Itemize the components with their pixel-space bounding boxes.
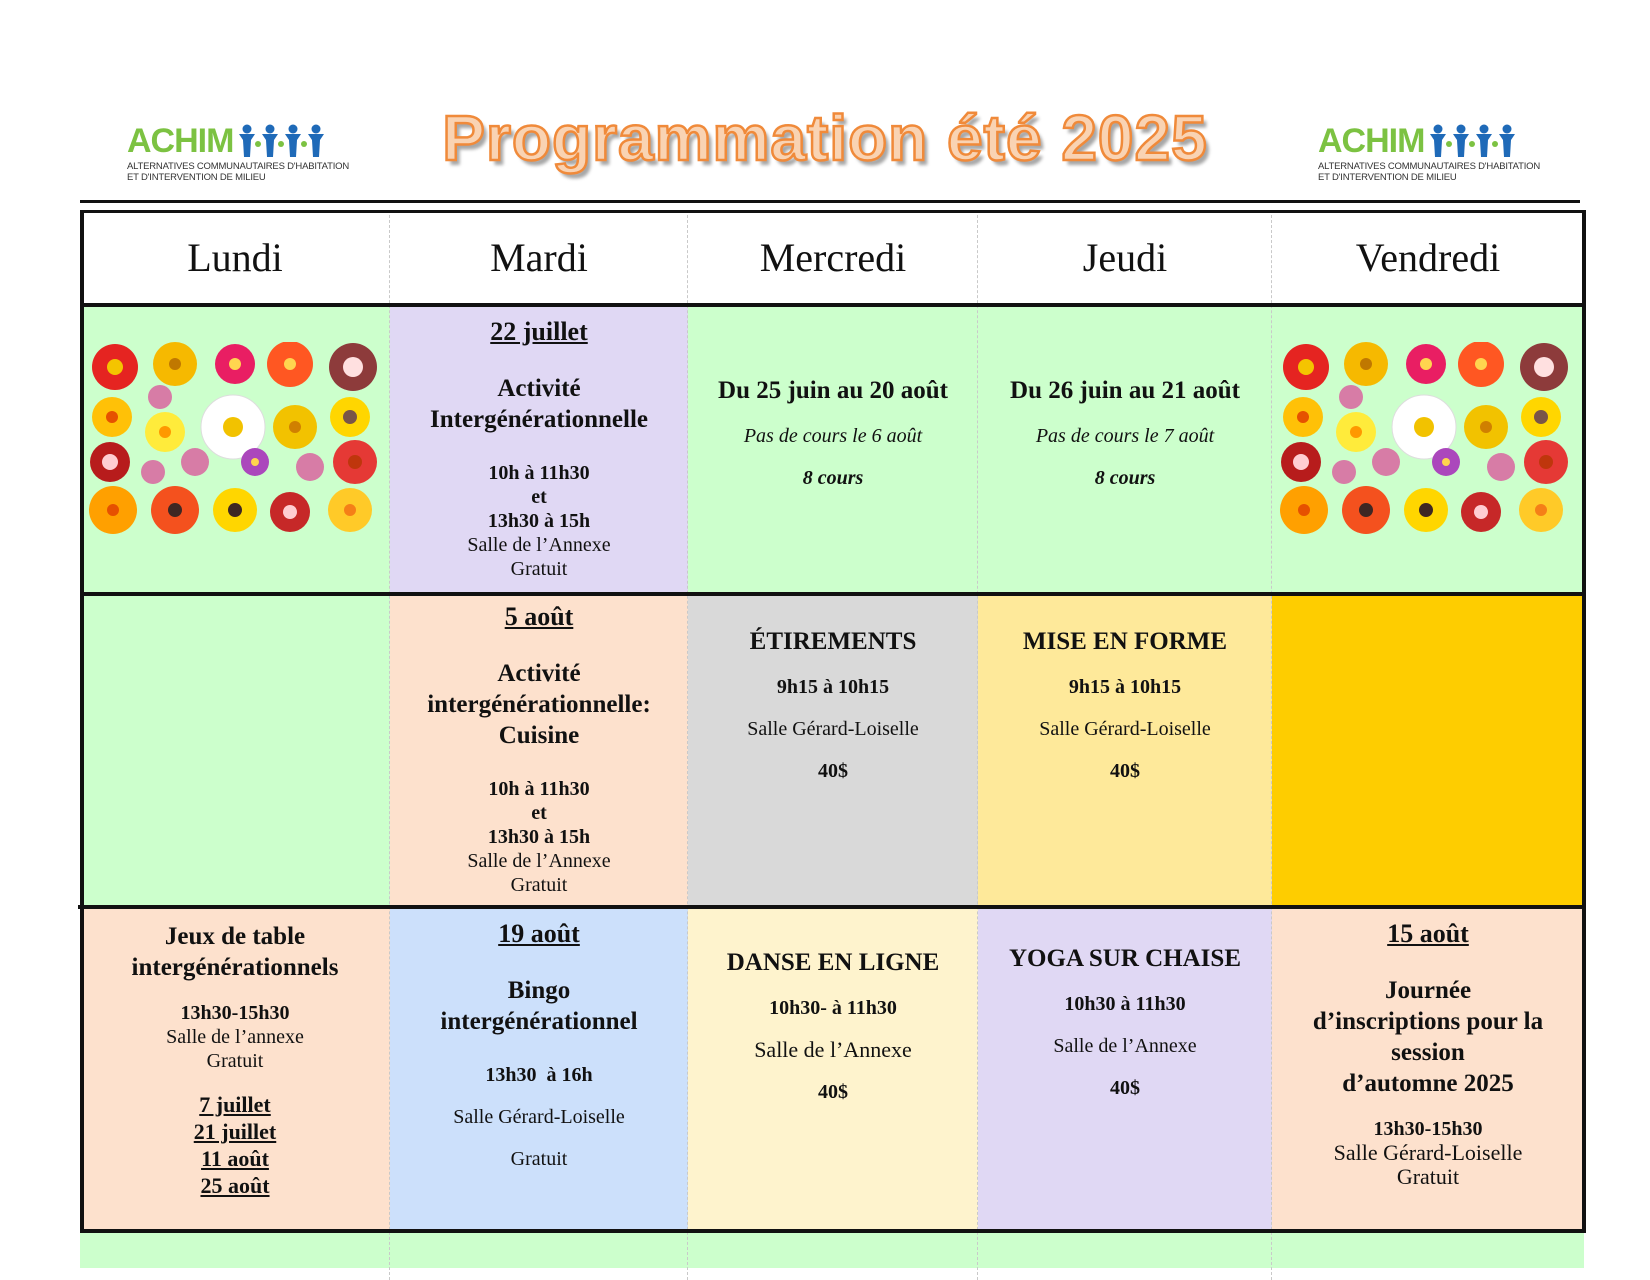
course-time: 10h30- à 11h30	[769, 997, 897, 1019]
page-title: Programmation été 2025	[442, 102, 1208, 174]
course-title: MISE EN FORME	[1022, 628, 1228, 655]
event-time: 10h à 11h30	[488, 462, 590, 484]
event-time: 13h30 à 15h	[487, 826, 591, 848]
grid-left-border	[80, 210, 84, 1233]
session-count: 8 cours	[802, 467, 864, 489]
cell-mercredi-row3	[688, 909, 978, 1231]
event-time: 13h30-15h30	[180, 1002, 290, 1024]
column-divider	[389, 210, 390, 1280]
event-date: 7 juillet	[199, 1092, 271, 1117]
session-note: Pas de cours le 6 août	[743, 425, 923, 447]
event-title: Cuisine	[498, 722, 580, 749]
event-price: Gratuit	[1396, 1164, 1460, 1189]
column-divider	[977, 210, 978, 1280]
logo-tagline: ALTERNATIVES COMMUNAUTAIRES D'HABITATION ET D'INTERVENTION DE MILIEU	[127, 161, 350, 183]
session-count: 8 cours	[1094, 467, 1156, 489]
session-note: Pas de cours le 7 août	[1035, 425, 1215, 447]
event-price: Gratuit	[510, 1148, 568, 1170]
cell-mercredi-row2	[688, 596, 978, 909]
cell-vendredi-row2	[1272, 596, 1584, 909]
session-dates: Du 26 juin au 21 août	[1010, 377, 1240, 404]
event-room: Salle de l’Annexe	[467, 850, 611, 872]
day-header-mardi: Mardi	[490, 235, 588, 280]
event-title: Jeux de table	[164, 923, 306, 950]
course-price: 40$	[818, 760, 848, 782]
course-time: 9h15 à 10h15	[1068, 676, 1182, 698]
event-price: Gratuit	[510, 874, 568, 896]
event-time: 10h à 11h30	[488, 778, 590, 800]
event-time: 13h30 à 15h	[487, 510, 591, 532]
event-and: et	[531, 802, 547, 824]
cell-jeudi-row1	[978, 307, 1272, 596]
event-date: 5 août	[504, 602, 574, 631]
event-room: Salle de l’annexe	[166, 1026, 304, 1048]
course-room: Salle de l’Annexe	[754, 1037, 912, 1062]
event-price: Gratuit	[510, 558, 568, 580]
event-date: 15 août	[1387, 919, 1469, 948]
event-title: d’inscriptions pour la	[1312, 1008, 1544, 1035]
logo-name: ACHIM	[1318, 122, 1425, 160]
people-icon	[1428, 124, 1520, 158]
day-header-mercredi: Mercredi	[759, 235, 907, 280]
event-date: 19 août	[498, 919, 580, 948]
event-time: 13h30 à 16h	[485, 1064, 593, 1086]
logo-tagline: ALTERNATIVES COMMUNAUTAIRES D'HABITATION ET D'INTERVENTION DE MILIEU	[1318, 161, 1541, 183]
event-title: Bingo	[507, 977, 571, 1004]
bottom-strip	[80, 1233, 1584, 1268]
day-header-lundi: Lundi	[187, 235, 283, 280]
event-date: 11 août	[201, 1146, 269, 1171]
course-title: YOGA SUR CHAISE	[1009, 945, 1241, 972]
cell-lundi-row2	[80, 596, 390, 909]
column-divider	[687, 210, 688, 1280]
grid-right-border	[1582, 210, 1586, 1233]
course-time: 9h15 à 10h15	[776, 676, 890, 698]
course-room: Salle Gérard-Loiselle	[1039, 718, 1211, 740]
event-title: Activité	[497, 660, 581, 687]
cell-lundi-row3	[80, 909, 390, 1231]
cell-mardi-row1	[390, 307, 688, 596]
row-border	[78, 905, 1584, 909]
row-border	[80, 592, 1584, 596]
cell-vendredi-row3	[1272, 909, 1584, 1231]
course-room: Salle de l’Annexe	[1053, 1035, 1197, 1057]
grid-top-border	[80, 210, 1584, 213]
event-price: Gratuit	[206, 1050, 264, 1072]
event-title: session	[1391, 1039, 1465, 1066]
cell-lundi-row1	[80, 307, 390, 596]
course-price: 40$	[1110, 1077, 1140, 1099]
header-divider	[80, 200, 1580, 203]
event-title: Intergénérationnelle	[429, 406, 648, 433]
event-room: Salle Gérard-Loiselle	[1333, 1140, 1523, 1165]
course-title: ÉTIREMENTS	[749, 628, 917, 655]
logo-name: ACHIM	[127, 122, 234, 160]
cell-mardi-row2	[390, 596, 688, 909]
course-price: 40$	[1110, 760, 1140, 782]
event-room: Salle de l’Annexe	[467, 534, 611, 556]
cell-jeudi-row3	[978, 909, 1272, 1231]
event-date: 25 août	[200, 1173, 270, 1198]
column-divider	[1271, 210, 1272, 1280]
cell-jeudi-row2	[978, 596, 1272, 909]
event-title: Journée	[1384, 977, 1472, 1004]
event-and: et	[531, 486, 547, 508]
cell-vendredi-row1	[1272, 307, 1584, 596]
session-dates: Du 25 juin au 20 août	[718, 377, 948, 404]
row-border	[80, 1229, 1584, 1233]
cell-mardi-row3	[390, 909, 688, 1231]
event-time: 13h30-15h30	[1373, 1118, 1483, 1140]
flowers-image	[85, 342, 385, 542]
event-title: intergénérationnel	[440, 1008, 638, 1035]
course-price: 40$	[818, 1081, 848, 1103]
flowers-image	[1276, 342, 1576, 542]
event-title: Activité	[497, 375, 581, 402]
event-title: d’automne 2025	[1342, 1070, 1514, 1097]
event-date: 21 juillet	[193, 1119, 277, 1144]
event-date: 22 juillet	[490, 317, 588, 346]
cell-mercredi-row1	[688, 307, 978, 596]
course-time: 10h30 à 11h30	[1064, 993, 1186, 1015]
event-title: intergénérationnelle:	[427, 691, 651, 718]
course-title: DANSE EN LIGNE	[726, 949, 940, 976]
event-room: Salle Gérard-Loiselle	[453, 1106, 625, 1128]
achim-logo-right	[1318, 118, 1548, 183]
day-header-jeudi: Jeudi	[1082, 235, 1168, 280]
course-room: Salle Gérard-Loiselle	[747, 718, 919, 740]
day-header-vendredi: Vendredi	[1355, 235, 1501, 280]
event-title: intergénérationnels	[131, 954, 339, 981]
header-row-border	[80, 303, 1584, 307]
